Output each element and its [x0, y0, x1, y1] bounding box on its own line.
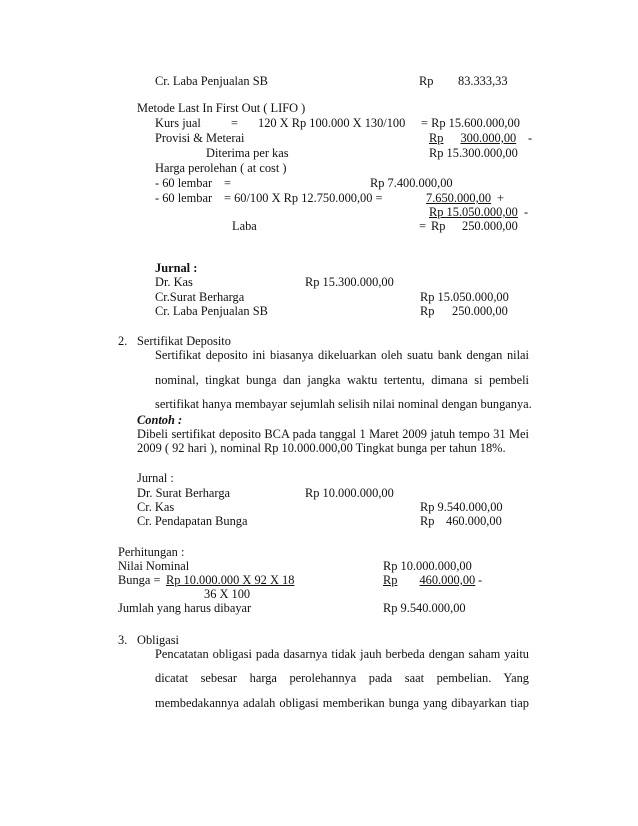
- jurnal1-cr1-label: Cr.Surat Berharga: [155, 290, 245, 304]
- bunga-denominator: 36 X 100: [204, 587, 251, 601]
- nominal-label: Nilai Nominal: [118, 559, 190, 573]
- lot2-formula: = 60/100 X Rp 12.750.000,00 =: [224, 191, 383, 205]
- kurs-formula: 120 X Rp 100.000 X 130/100: [258, 116, 406, 130]
- lot2-op: +: [497, 191, 504, 205]
- provisi-op: -: [528, 131, 533, 145]
- jurnal2-cr1-amount: Rp 9.540.000,00: [420, 500, 503, 514]
- cr-laba-label: Cr. Laba Penjualan SB: [155, 74, 268, 88]
- jurnal2-cr1-label: Cr. Kas: [137, 500, 175, 514]
- bunga-numerator: Rp 10.000.000 X 92 X 18: [166, 573, 295, 587]
- total-amount-underlined: [419, 205, 518, 220]
- laba-rp: Rp: [431, 219, 446, 233]
- bunga-rp: Rp: [383, 573, 398, 587]
- laba-eq: =: [419, 219, 426, 233]
- jurnal2-dr-label: Dr. Surat Berharga: [137, 486, 231, 500]
- bunga-op: -: [478, 573, 483, 587]
- perhitungan-title: Perhitungan :: [118, 545, 185, 559]
- lot1-amount: Rp 7.400.000,00: [370, 176, 453, 190]
- contoh-line-2: 2009 ( 92 hari ), nominal Rp 10.000.000,00 Tingkat bunga per tahun 18%.: [137, 441, 506, 455]
- cr-laba-rp: Rp: [419, 74, 434, 88]
- bunga-amount-underlined: [383, 573, 475, 588]
- total-amount: Rp 15.050.000,00: [429, 205, 518, 219]
- lot2-amount: 7.650.000,00: [426, 191, 492, 205]
- laba-amount: 250.000,00: [462, 219, 518, 233]
- section3-number: 3.: [118, 633, 128, 647]
- section2-title: Sertifikat Deposito: [137, 334, 231, 348]
- section2-number: 2.: [118, 334, 128, 348]
- nominal-amount: Rp 10.000.000,00: [383, 559, 472, 573]
- section3-para-line-1: Pencatatan obligasi pada dasarnya tidak jauh berbeda dengan saham yaitu: [155, 647, 529, 661]
- section3-title: Obligasi: [137, 633, 179, 647]
- provisi-amount-underlined: [429, 131, 516, 146]
- lifo-heading: Metode Last In First Out ( LIFO ): [137, 101, 306, 115]
- lot2-label: - 60 lembar: [155, 191, 213, 205]
- jurnal1-cr1-amount: Rp 15.050.000,00: [420, 290, 509, 304]
- jurnal2-cr2-label: Cr. Pendapatan Bunga: [137, 514, 248, 528]
- jurnal1-dr-label: Dr. Kas: [155, 275, 193, 289]
- kurs-eq: =: [231, 116, 238, 130]
- provisi-amount: 300.000,00: [460, 131, 517, 145]
- section2-para-line-1: Sertifikat deposito ini biasanya dikeluarkan oleh suatu bank dengan nilai: [155, 348, 529, 362]
- provisi-label: Provisi & Meterai: [155, 131, 245, 145]
- jurnal1-cr2-label: Cr. Laba Penjualan SB: [155, 304, 268, 318]
- jumlah-amount: Rp 9.540.000,00: [383, 601, 466, 615]
- jurnal2-dr-amount: Rp 10.000.000,00: [305, 486, 394, 500]
- total-op: -: [524, 205, 529, 219]
- contoh-line-1: Dibeli sertifikat deposito BCA pada tanggal 1 Maret 2009 jatuh tempo 31 Mei: [137, 427, 529, 441]
- kurs-label: Kurs jual: [155, 116, 201, 130]
- diterima-label: Diterima per kas: [206, 146, 289, 160]
- lot1-label: - 60 lembar: [155, 176, 213, 190]
- jurnal1-dr-amount: Rp 15.300.000,00: [305, 275, 394, 289]
- jurnal2-cr2-rp: Rp: [420, 514, 435, 528]
- provisi-rp: Rp: [429, 131, 444, 145]
- jurnal1-title: Jurnal :: [155, 261, 198, 275]
- section3-para-line-3: membedakannya adalah obligasi memberikan bunga yang dibayarkan tiap: [155, 696, 529, 710]
- jumlah-label: Jumlah yang harus dibayar: [118, 601, 252, 615]
- section2-para-line-2: nominal, tingkat bunga dan jangka waktu tertentu, dimana si pembeli: [155, 373, 529, 387]
- kurs-result: = Rp 15.600.000,00: [421, 116, 520, 130]
- bunga-label: Bunga =: [118, 573, 161, 587]
- contoh-label: Contoh :: [137, 413, 183, 427]
- jurnal2-cr2-amount: 460.000,00: [446, 514, 502, 528]
- section2-para-line-3: sertifikat hanya membayar sejumlah selisih nilai nominal dengan bunganya.: [155, 397, 532, 411]
- bunga-amount: 460.000,00: [419, 573, 476, 587]
- jurnal2-title: Jurnal :: [137, 471, 174, 485]
- cr-laba-amount: 83.333,33: [458, 74, 508, 88]
- diterima-amount: Rp 15.300.000,00: [429, 146, 518, 160]
- section3-para-line-2: dicatat sebesar harga perolehannya pada saat pembelian. Yang: [155, 671, 529, 685]
- jurnal1-cr2-amount: 250.000,00: [452, 304, 508, 318]
- jurnal1-cr2-rp: Rp: [420, 304, 435, 318]
- lot1-eq: =: [224, 176, 231, 190]
- laba-label: Laba: [232, 219, 257, 233]
- harga-label: Harga perolehan ( at cost ): [155, 161, 287, 175]
